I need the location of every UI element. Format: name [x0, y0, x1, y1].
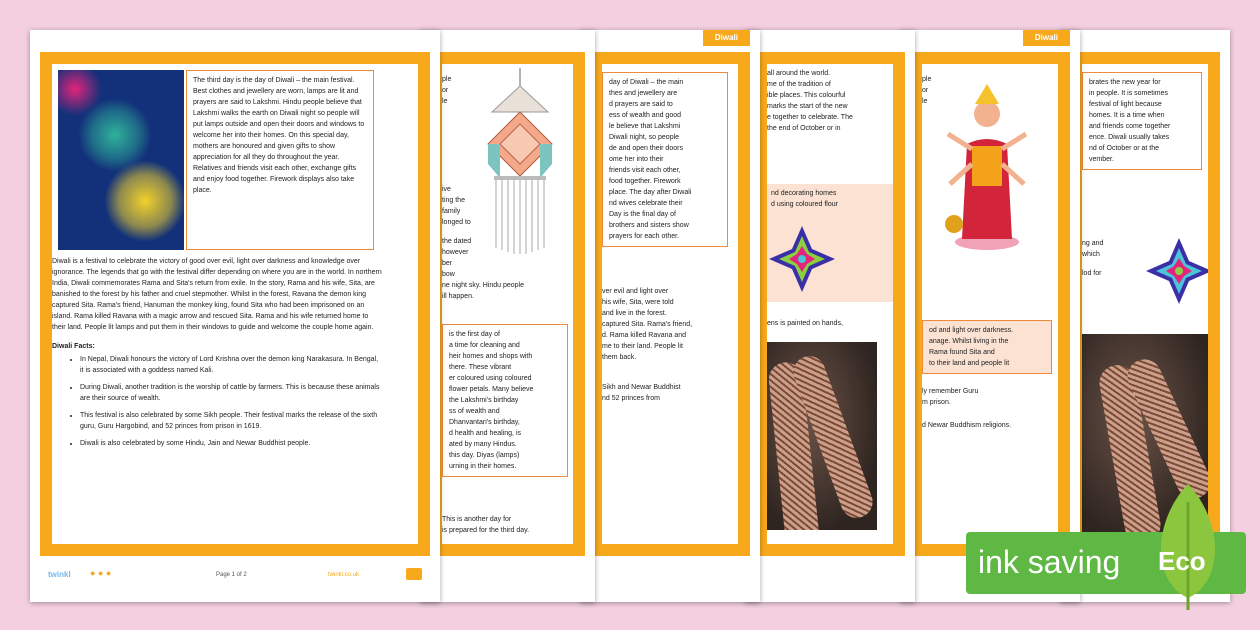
worksheet-page-3 — [580, 30, 760, 602]
rangoli-image — [767, 224, 837, 294]
eco-label: Eco — [1158, 546, 1206, 576]
worksheet-page-2 — [420, 30, 595, 602]
first-day-text: is the first day of a time for cleaning and heir homes and shops with there. These vibrant er coloured using coloured flower petals. Many believe the Lakshmi's birthday ss of wealth and Dhanvantari's birthday, d health and healing, is ated by many Hindus. this day. Diyas (lamps) urning in their homes. — [442, 324, 568, 477]
henna-hand-image — [767, 342, 877, 530]
religions-text: d Newar Buddhism religions. — [922, 422, 1012, 429]
diwali-day-text: The third day is the day of Diwali – the main festival. Best clothes and jewellery are worn, lamps are lit and prayers are said to Lakshmi. Hindu people believe that Lakshmi walks the earth on Diwali night so people will put lamps outside and open their doors and windows to welcome her into their homes. On this special day, mothers are honoured and given gifts to show appreciation for all they do throughout the year. Relatives and friends visit each other, exchange gifts and enjoy food together. Firework displays also take place. — [186, 70, 374, 250]
list-item: • Diwali is also celebrated by some Hindu, Jain and Newar Buddhist people. — [80, 438, 382, 449]
diwali-story-text: Diwali is a festival to celebrate the victory of good over evil, light over darkness and knowledge over ignorance. The legends that go with the festival differ depending on where you are in the world. In northern India, Diwali commemorates Rama and Sita's return from exile. In the story, Rama and his wife, Sita, are banished to the forest by his father and cruel stepmother. Whilst in the forest, Ravana the demon king captured Sita. Rama's friend, Hanuman the monkey king, found Sita who had been imprisoned on an island. Rama killed Ravana with a magic arrow and rescued Sita. Rama and his wife returned home to their land. People lit lamps and put them in their windows to guide and welcome the couple home again. — [52, 258, 382, 331]
dots-icon: ● ● ● — [90, 568, 112, 578]
rangoli-image — [1144, 236, 1208, 306]
rangoli-text: ng and which — [1082, 240, 1104, 258]
sikh-text: Sikh and Newar Buddhist nd 52 princes from — [602, 384, 681, 402]
diwali-body — [52, 256, 382, 455]
side-text: ple or le — [442, 76, 452, 105]
henna-caption: ens is painted on hands, — [767, 320, 843, 327]
page-number: Page 1 of 2 — [216, 572, 247, 578]
side-text: ple or le — [922, 76, 932, 105]
page-border — [755, 52, 905, 556]
site-link[interactable]: twinkl.co.uk — [328, 572, 360, 578]
lantern-image — [480, 68, 560, 258]
rangoli-text-2: lod for — [1082, 270, 1102, 277]
page-border — [590, 52, 750, 556]
twinkl-logo-icon: twinkl — [48, 570, 71, 579]
second-day-text: This is another day for is prepared for the third day. — [442, 516, 530, 534]
worksheet-page-5 — [900, 30, 1080, 602]
rangoli-box: nd decorating homes d using coloured flour — [767, 184, 893, 302]
lakshmi-image — [942, 74, 1032, 254]
diwali-day-text: day of Diwali – the main thes and jewellery are d prayers are said to ess of wealth and good le believe that Lakshmi Diwali night, so people de and open their doors ome her into their friends visit each other, food together. Firework place. The day after Diwali nd wives celebrate their Day is the final day of brothers and sisters show prayers for each other. — [602, 72, 728, 247]
page-tab: Diwali — [1023, 30, 1070, 46]
date-text: the dated however ber bow ne night sky. Hindu people ill happen. — [442, 238, 524, 300]
story-text: od and light over darkness. anage. Whilst living in the Rama found Sita and to their land and people lit — [922, 320, 1052, 374]
story-text: ver evil and light over his wife, Sita, were told and live in the forest. captured Sita. Rama's friend, d. Rama killed Ravana and me to their land. People lit them back. — [602, 288, 693, 361]
page-border — [40, 52, 430, 556]
facts-heading: Diwali Facts: — [52, 343, 95, 350]
intro-text: all around the world. me of the tradition of ible places. This colourful marks the start of the new e together to celebrate. The the end of October or in — [767, 70, 853, 132]
sikh-text: ly remember Guru m prison. — [922, 388, 979, 406]
ink-saving-label: ink saving — [978, 544, 1121, 580]
facts-list — [52, 354, 382, 449]
worksheet-page-1 — [30, 30, 440, 602]
page-footer — [48, 568, 422, 586]
page-border — [1070, 52, 1220, 556]
page-border — [910, 52, 1070, 556]
list-item: • During Diwali, another tradition is the worship of cattle by farmers. This is because these animals are their source of wealth. — [80, 382, 382, 404]
history-text: ive ting the family longed to — [442, 186, 471, 226]
fireworks-image — [58, 70, 184, 250]
new-year-text: brates the new year for in people. It is sometimes festival of light because homes. It is a time when and friends come together ence. Diwali usually takes nd of October or at the vember. — [1082, 72, 1202, 170]
list-item: • This festival is also celebrated by some Sikh people. Their festival marks the release of the sixth guru, Guru Hargobind, and 52 princes from prison in 1619. — [80, 410, 382, 432]
worksheet-page-4 — [745, 30, 915, 602]
badge-icon — [406, 568, 422, 580]
page-border — [430, 52, 585, 556]
page-tab: Diwali — [703, 30, 750, 46]
list-item: • In Nepal, Diwali honours the victory of Lord Krishna over the demon king Narakasura. In Bengal, it is associated with a goddess named Kali. — [80, 354, 382, 376]
